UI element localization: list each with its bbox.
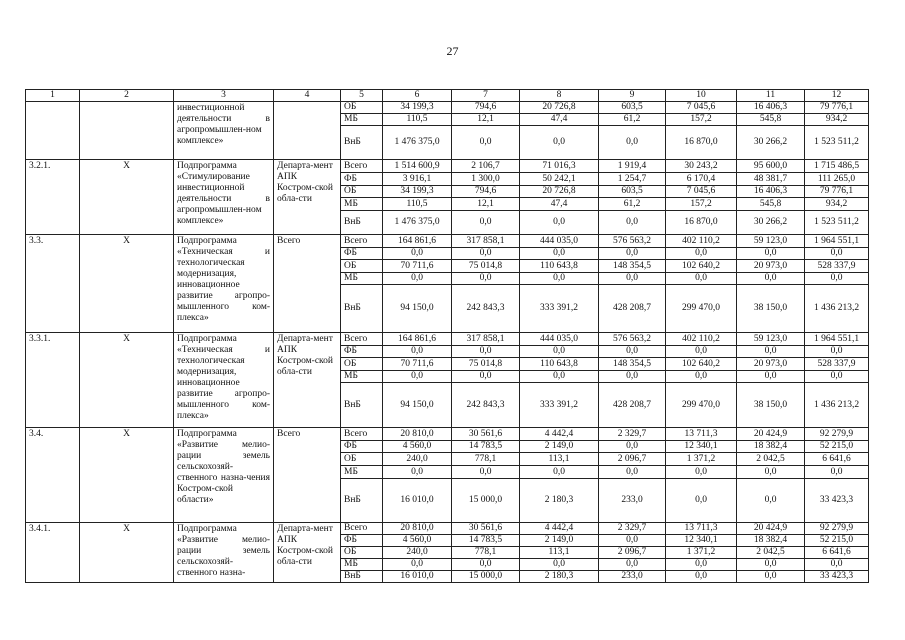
value-cell: 240,0: [383, 547, 452, 559]
funding-source: МБ: [341, 198, 383, 211]
value-cell: 4 442,4: [520, 523, 599, 535]
value-cell: 233,0: [599, 479, 666, 523]
value-cell: 2 329,7: [599, 428, 666, 441]
value-cell: 0,0: [805, 559, 869, 571]
value-cell: 38 150,0: [737, 285, 805, 333]
funding-source: ОБ: [341, 102, 383, 114]
value-cell: 1 300,0: [452, 173, 520, 186]
value-cell: 13 711,3: [666, 523, 737, 535]
value-cell: 20 424,9: [737, 428, 805, 441]
program-name: Подпрограмма «Развитие мелио-рации земель сельскохозяй-ственного назна-чения Костром-ской области»: [174, 428, 274, 523]
value-cell: 0,0: [383, 371, 452, 383]
row-code: 3.2.1.: [26, 160, 80, 235]
value-cell: 444 035,0: [520, 333, 599, 346]
value-cell: 30 561,6: [452, 428, 520, 441]
value-cell: 1 514 600,9: [383, 160, 452, 173]
value-cell: 0,0: [666, 479, 737, 523]
value-cell: 428 208,7: [599, 383, 666, 428]
value-cell: 794,6: [452, 186, 520, 198]
table-row: [26, 333, 869, 346]
value-cell: 0,0: [520, 559, 599, 571]
value-cell: 52 215,0: [805, 535, 869, 547]
funding-source: ОБ: [341, 547, 383, 559]
value-cell: 59 123,0: [737, 333, 805, 346]
program-name: Подпрограмма «Стимулирование инвестиционной деятельности в агропромышлен-ном комплексе»: [174, 160, 274, 235]
value-cell: 4 560,0: [383, 535, 452, 547]
value-cell: 33 423,3: [805, 479, 869, 523]
value-cell: 2 096,7: [599, 453, 666, 466]
value-cell: 0,0: [666, 559, 737, 571]
value-cell: 333 391,2: [520, 383, 599, 428]
value-cell: 1 964 551,1: [805, 235, 869, 248]
row-code: 3.3.: [26, 235, 80, 333]
value-cell: 2 042,5: [737, 547, 805, 559]
value-cell: 0,0: [805, 371, 869, 383]
value-cell: 0,0: [737, 571, 805, 583]
value-cell: 16 406,3: [737, 186, 805, 198]
value-cell: 0,0: [452, 466, 520, 479]
value-cell: 603,5: [599, 102, 666, 114]
value-cell: 0,0: [599, 273, 666, 285]
funding-source: ВнБ: [341, 126, 383, 160]
value-cell: 12,1: [452, 114, 520, 126]
value-cell: 14 783,5: [452, 535, 520, 547]
funding-source: ОБ: [341, 260, 383, 273]
funding-source: ВнБ: [341, 479, 383, 523]
value-cell: 1 523 511,2: [805, 126, 869, 160]
value-cell: 778,1: [452, 453, 520, 466]
value-cell: 0,0: [737, 479, 805, 523]
row-code: 3.4.1.: [26, 523, 80, 583]
funding-source: ВнБ: [341, 383, 383, 428]
value-cell: 110,5: [383, 198, 452, 211]
table-row: [26, 428, 869, 441]
value-cell: 95 600,0: [737, 160, 805, 173]
funding-source: МБ: [341, 114, 383, 126]
value-cell: 528 337,9: [805, 358, 869, 371]
value-cell: 0,0: [599, 466, 666, 479]
value-cell: 12,1: [452, 198, 520, 211]
value-cell: 16 010,0: [383, 571, 452, 583]
value-cell: 402 110,2: [666, 333, 737, 346]
funding-source: Всего: [341, 428, 383, 441]
table-row: [26, 102, 869, 114]
value-cell: 545,8: [737, 114, 805, 126]
value-cell: 12 340,1: [666, 535, 737, 547]
value-cell: 13 711,3: [666, 428, 737, 441]
funding-source: ФБ: [341, 441, 383, 453]
value-cell: 148 354,5: [599, 260, 666, 273]
value-cell: 1 476 375,0: [383, 211, 452, 235]
value-cell: 33 423,3: [805, 571, 869, 583]
value-cell: 20 810,0: [383, 523, 452, 535]
value-cell: 0,0: [383, 559, 452, 571]
funding-source: ФБ: [341, 346, 383, 358]
value-cell: 333 391,2: [520, 285, 599, 333]
value-cell: 1 919,4: [599, 160, 666, 173]
value-cell: 317 858,1: [452, 333, 520, 346]
value-cell: 59 123,0: [737, 235, 805, 248]
value-cell: 164 861,6: [383, 235, 452, 248]
column-number: 12: [805, 90, 869, 102]
column-number: 3: [174, 90, 274, 102]
value-cell: 934,2: [805, 114, 869, 126]
column-number: 6: [383, 90, 452, 102]
value-cell: 38 150,0: [737, 383, 805, 428]
funding-source: Всего: [341, 333, 383, 346]
row-marker: [80, 102, 174, 160]
value-cell: 0,0: [599, 346, 666, 358]
value-cell: 0,0: [383, 248, 452, 260]
value-cell: 79 776,1: [805, 186, 869, 198]
funding-source: МБ: [341, 559, 383, 571]
row-marker: Х: [80, 235, 174, 333]
value-cell: 0,0: [666, 371, 737, 383]
value-cell: 0,0: [737, 248, 805, 260]
value-cell: 52 215,0: [805, 441, 869, 453]
value-cell: 1 715 486,5: [805, 160, 869, 173]
value-cell: 148 354,5: [599, 358, 666, 371]
value-cell: 157,2: [666, 198, 737, 211]
value-cell: 576 563,2: [599, 235, 666, 248]
value-cell: 0,0: [383, 273, 452, 285]
value-cell: 0,0: [520, 211, 599, 235]
value-cell: 61,2: [599, 198, 666, 211]
value-cell: 0,0: [452, 346, 520, 358]
value-cell: 299 470,0: [666, 285, 737, 333]
value-cell: 0,0: [805, 273, 869, 285]
value-cell: 545,8: [737, 198, 805, 211]
value-cell: 0,0: [599, 535, 666, 547]
column-number: 4: [274, 90, 341, 102]
funding-source: ФБ: [341, 248, 383, 260]
value-cell: 0,0: [737, 466, 805, 479]
value-cell: 0,0: [805, 346, 869, 358]
funding-source: ВнБ: [341, 571, 383, 583]
value-cell: 0,0: [599, 441, 666, 453]
column-number: 10: [666, 90, 737, 102]
value-cell: 50 242,1: [520, 173, 599, 186]
value-cell: 94 150,0: [383, 285, 452, 333]
value-cell: 113,1: [520, 547, 599, 559]
value-cell: 20 973,0: [737, 260, 805, 273]
value-cell: 0,0: [452, 371, 520, 383]
value-cell: 79 776,1: [805, 102, 869, 114]
value-cell: 92 279,9: [805, 428, 869, 441]
value-cell: 61,2: [599, 114, 666, 126]
value-cell: 1 371,2: [666, 453, 737, 466]
value-cell: 157,2: [666, 114, 737, 126]
value-cell: 6 170,4: [666, 173, 737, 186]
value-cell: 92 279,9: [805, 523, 869, 535]
value-cell: 2 042,5: [737, 453, 805, 466]
row-marker: Х: [80, 333, 174, 428]
value-cell: 0,0: [666, 273, 737, 285]
value-cell: 0,0: [737, 273, 805, 285]
value-cell: 75 014,8: [452, 358, 520, 371]
value-cell: 110,5: [383, 114, 452, 126]
value-cell: 0,0: [520, 371, 599, 383]
value-cell: 0,0: [805, 466, 869, 479]
funding-source: ВнБ: [341, 285, 383, 333]
value-cell: 0,0: [737, 371, 805, 383]
value-cell: 34 199,3: [383, 186, 452, 198]
value-cell: 1 436 213,2: [805, 285, 869, 333]
value-cell: 75 014,8: [452, 260, 520, 273]
value-cell: 164 861,6: [383, 333, 452, 346]
table-row: [26, 523, 869, 535]
value-cell: 794,6: [452, 102, 520, 114]
value-cell: 233,0: [599, 571, 666, 583]
table-row: [26, 160, 869, 173]
value-cell: 1 254,7: [599, 173, 666, 186]
value-cell: 16 406,3: [737, 102, 805, 114]
value-cell: 70 711,6: [383, 358, 452, 371]
value-cell: 4 560,0: [383, 441, 452, 453]
executor: Всего: [274, 235, 341, 333]
value-cell: 0,0: [520, 273, 599, 285]
executor: Всего: [274, 428, 341, 523]
row-code: 3.4.: [26, 428, 80, 523]
value-cell: 14 783,5: [452, 441, 520, 453]
value-cell: 2 180,3: [520, 571, 599, 583]
value-cell: 0,0: [737, 346, 805, 358]
program-name: Подпрограмма «Развитие мелио-рации земель сельскохозяй-ственного назна-: [174, 523, 274, 583]
value-cell: 0,0: [520, 466, 599, 479]
value-cell: 778,1: [452, 547, 520, 559]
row-marker: Х: [80, 428, 174, 523]
value-cell: 240,0: [383, 453, 452, 466]
column-number: 7: [452, 90, 520, 102]
value-cell: 934,2: [805, 198, 869, 211]
value-cell: 428 208,7: [599, 285, 666, 333]
table-body: [26, 90, 869, 583]
value-cell: 30 266,2: [737, 211, 805, 235]
value-cell: 0,0: [599, 371, 666, 383]
funding-source: ВнБ: [341, 211, 383, 235]
value-cell: 2 096,7: [599, 547, 666, 559]
value-cell: 0,0: [452, 211, 520, 235]
value-cell: 2 180,3: [520, 479, 599, 523]
value-cell: 0,0: [599, 559, 666, 571]
value-cell: 4 442,4: [520, 428, 599, 441]
value-cell: 1 476 375,0: [383, 126, 452, 160]
value-cell: 242 843,3: [452, 383, 520, 428]
value-cell: 0,0: [737, 559, 805, 571]
value-cell: 71 016,3: [520, 160, 599, 173]
value-cell: 0,0: [452, 273, 520, 285]
value-cell: 317 858,1: [452, 235, 520, 248]
value-cell: 0,0: [599, 248, 666, 260]
value-cell: 0,0: [805, 248, 869, 260]
value-cell: 12 340,1: [666, 441, 737, 453]
value-cell: 18 382,4: [737, 535, 805, 547]
value-cell: 402 110,2: [666, 235, 737, 248]
value-cell: 1 523 511,2: [805, 211, 869, 235]
value-cell: 299 470,0: [666, 383, 737, 428]
row-code: 3.3.1.: [26, 333, 80, 428]
program-name: Подпрограмма «Техническая и технологическая модернизация, инновационное развитие агропро-мышленного ком-плекса»: [174, 333, 274, 428]
executor: [274, 102, 341, 160]
value-cell: 6 641,6: [805, 547, 869, 559]
value-cell: 0,0: [452, 559, 520, 571]
value-cell: 0,0: [383, 346, 452, 358]
funding-source: ФБ: [341, 173, 383, 186]
executor: Департа-мент АПК Костром-ской обла-сти: [274, 160, 341, 235]
value-cell: 113,1: [520, 453, 599, 466]
value-cell: 444 035,0: [520, 235, 599, 248]
program-name: инвестиционной деятельности в агропромышлен-ном комплексе»: [174, 102, 274, 160]
row-code: [26, 102, 80, 160]
value-cell: 47,4: [520, 198, 599, 211]
funding-source: ФБ: [341, 535, 383, 547]
value-cell: 47,4: [520, 114, 599, 126]
funding-source: Всего: [341, 523, 383, 535]
column-number: 11: [737, 90, 805, 102]
value-cell: 7 045,6: [666, 102, 737, 114]
value-cell: 3 916,1: [383, 173, 452, 186]
value-cell: 48 381,7: [737, 173, 805, 186]
value-cell: 0,0: [599, 211, 666, 235]
value-cell: 0,0: [383, 466, 452, 479]
value-cell: 2 106,7: [452, 160, 520, 173]
value-cell: 16 010,0: [383, 479, 452, 523]
value-cell: 16 870,0: [666, 211, 737, 235]
value-cell: 30 561,6: [452, 523, 520, 535]
executor: Департа-мент АПК Костром-ской обла-сти: [274, 333, 341, 428]
value-cell: 1 964 551,1: [805, 333, 869, 346]
value-cell: 0,0: [520, 346, 599, 358]
value-cell: 0,0: [520, 248, 599, 260]
row-marker: Х: [80, 160, 174, 235]
value-cell: 0,0: [452, 126, 520, 160]
value-cell: 2 149,0: [520, 535, 599, 547]
value-cell: 576 563,2: [599, 333, 666, 346]
value-cell: 34 199,3: [383, 102, 452, 114]
value-cell: 20 726,8: [520, 102, 599, 114]
value-cell: 20 973,0: [737, 358, 805, 371]
value-cell: 16 870,0: [666, 126, 737, 160]
value-cell: 2 329,7: [599, 523, 666, 535]
value-cell: 18 382,4: [737, 441, 805, 453]
value-cell: 70 711,6: [383, 260, 452, 273]
column-number: 8: [520, 90, 599, 102]
value-cell: 603,5: [599, 186, 666, 198]
funding-source: МБ: [341, 371, 383, 383]
value-cell: 110 643,8: [520, 260, 599, 273]
column-number: 1: [26, 90, 80, 102]
value-cell: 242 843,3: [452, 285, 520, 333]
value-cell: 7 045,6: [666, 186, 737, 198]
value-cell: 15 000,0: [452, 571, 520, 583]
value-cell: 0,0: [666, 466, 737, 479]
column-number-row: [26, 90, 869, 102]
page-number: 27: [446, 44, 459, 58]
value-cell: 528 337,9: [805, 260, 869, 273]
funding-source: МБ: [341, 466, 383, 479]
funding-source: Всего: [341, 160, 383, 173]
value-cell: 30 266,2: [737, 126, 805, 160]
funding-source: Всего: [341, 235, 383, 248]
executor: Департа-мент АПК Костром-ской обла-сти: [274, 523, 341, 583]
program-name: Подпрограмма «Техническая и технологическая модернизация, инновационное развитие агропро-мышленного ком-плекса»: [174, 235, 274, 333]
funding-source: ОБ: [341, 358, 383, 371]
funding-source: ОБ: [341, 453, 383, 466]
value-cell: 102 640,2: [666, 260, 737, 273]
funding-source: ОБ: [341, 186, 383, 198]
value-cell: 0,0: [452, 248, 520, 260]
value-cell: 102 640,2: [666, 358, 737, 371]
value-cell: 0,0: [666, 346, 737, 358]
value-cell: 110 643,8: [520, 358, 599, 371]
value-cell: 0,0: [520, 126, 599, 160]
value-cell: 30 243,2: [666, 160, 737, 173]
row-marker: Х: [80, 523, 174, 583]
column-number: 2: [80, 90, 174, 102]
value-cell: 0,0: [666, 571, 737, 583]
funding-source: МБ: [341, 273, 383, 285]
value-cell: 2 149,0: [520, 441, 599, 453]
value-cell: 0,0: [599, 126, 666, 160]
value-cell: 6 641,6: [805, 453, 869, 466]
value-cell: 111 265,0: [805, 173, 869, 186]
value-cell: 20 726,8: [520, 186, 599, 198]
value-cell: 0,0: [666, 248, 737, 260]
value-cell: 1 436 213,2: [805, 383, 869, 428]
table-row: [26, 235, 869, 248]
value-cell: 20 424,9: [737, 523, 805, 535]
value-cell: 94 150,0: [383, 383, 452, 428]
value-cell: 15 000,0: [452, 479, 520, 523]
column-number: 5: [341, 90, 383, 102]
budget-table: [25, 89, 869, 583]
column-number: 9: [599, 90, 666, 102]
value-cell: 20 810,0: [383, 428, 452, 441]
value-cell: 1 371,2: [666, 547, 737, 559]
